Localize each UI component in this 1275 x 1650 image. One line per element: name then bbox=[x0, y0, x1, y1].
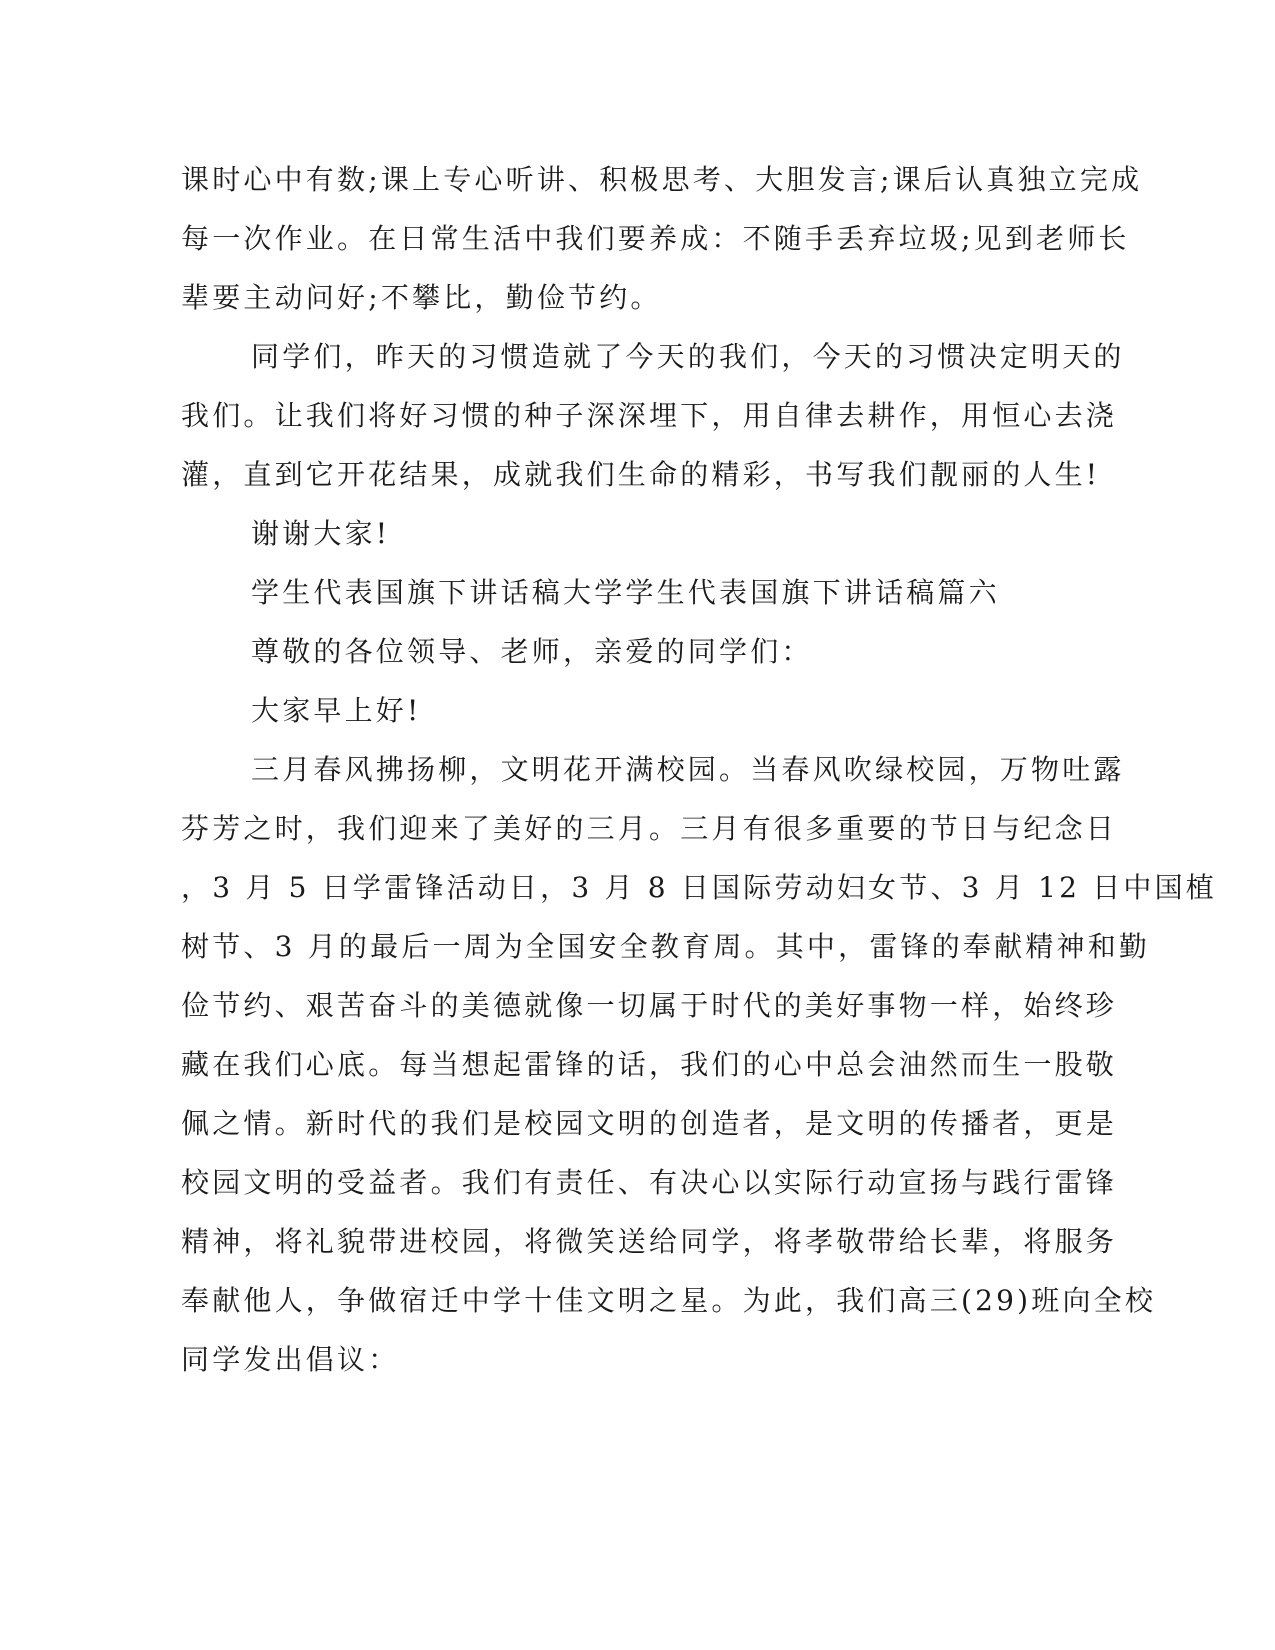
text-line: 俭节约、艰苦奋斗的美德就像一切属于时代的美好事物一样，始终珍 bbox=[181, 989, 1118, 1022]
closing-thanks: 谢谢大家! bbox=[251, 517, 391, 550]
text-line: ，3 月 5 日学雷锋活动日，3 月 8 日国际劳动妇女节、3 月 12 日中国植 bbox=[181, 871, 1218, 904]
text-line: 藏在我们心底。每当想起雷锋的话，我们的心中总会油然而生一股敬 bbox=[181, 1048, 1118, 1081]
paragraph-start: 三月春风拂扬柳，文明花开满校园。当春风吹绿校园，万物吐露 bbox=[251, 753, 1125, 786]
greeting: 大家早上好! bbox=[251, 694, 422, 727]
text-line: 我们。让我们将好习惯的种子深深埋下，用自律去耕作，用恒心去浇 bbox=[181, 399, 1118, 432]
text-line: 每一次作业。在日常生活中我们要养成：不随手丢弃垃圾;见到老师长 bbox=[181, 222, 1130, 255]
text-line: 课时心中有数;课上专心听讲、积极思考、大胆发言;课后认真独立完成 bbox=[181, 163, 1143, 196]
text-line: 辈要主动问好;不攀比，勤俭节约。 bbox=[181, 281, 662, 314]
text-line: 树节、3 月的最后一周为全国安全教育周。其中，雷锋的奉献精神和勤 bbox=[181, 930, 1151, 963]
text-line: 芬芳之时，我们迎来了美好的三月。三月有很多重要的节日与纪念日 bbox=[181, 812, 1118, 845]
text-line: 佩之情。新时代的我们是校园文明的创造者，是文明的传播者，更是 bbox=[181, 1107, 1118, 1140]
text-line: 校园文明的受益者。我们有责任、有决心以实际行动宣扬与践行雷锋 bbox=[181, 1166, 1118, 1199]
salutation: 尊敬的各位领导、老师，亲爱的同学们： bbox=[251, 635, 813, 668]
paragraph-start: 同学们，昨天的习惯造就了今天的我们，今天的习惯决定明天的 bbox=[251, 340, 1125, 373]
section-title: 学生代表国旗下讲话稿大学学生代表国旗下讲话稿篇六 bbox=[251, 576, 1000, 609]
text-line: 精神，将礼貌带进校园，将微笑送给同学，将孝敬带给长辈，将服务 bbox=[181, 1225, 1118, 1258]
text-line: 奉献他人，争做宿迁中学十佳文明之星。为此，我们高三(29)班向全校 bbox=[181, 1284, 1157, 1317]
text-line: 同学发出倡议： bbox=[181, 1343, 400, 1376]
text-line: 灌，直到它开花结果，成就我们生命的精彩，书写我们靓丽的人生! bbox=[181, 458, 1101, 491]
